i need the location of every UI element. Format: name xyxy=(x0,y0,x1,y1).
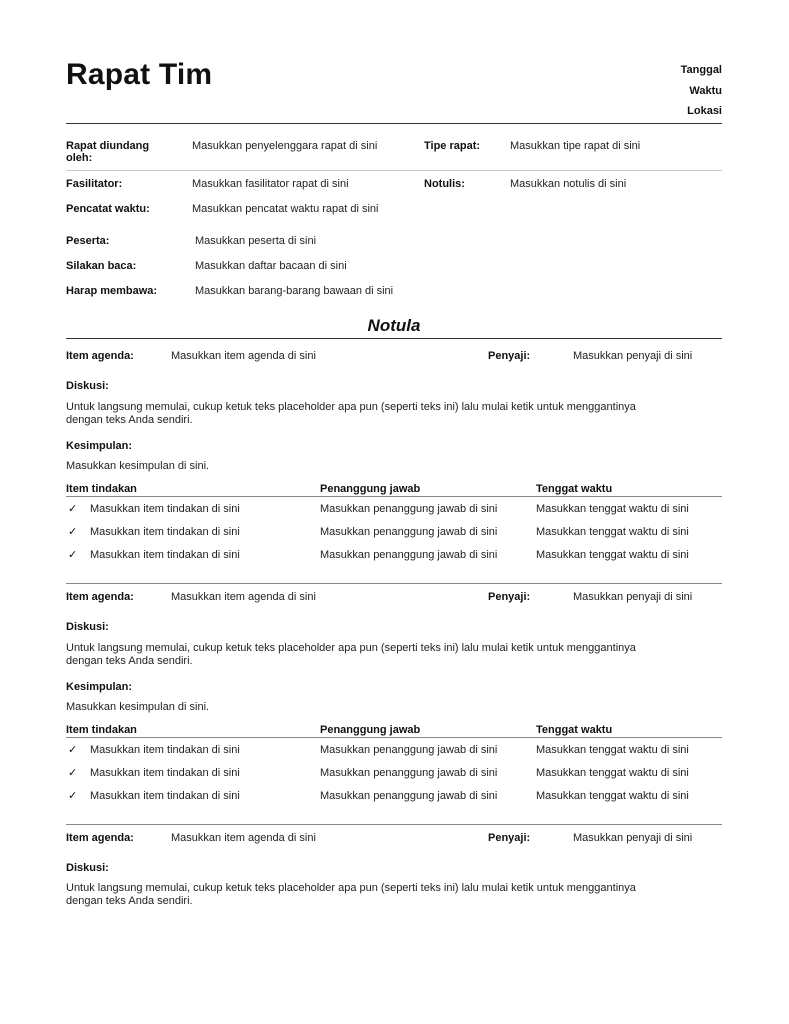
check-icon: ✓ xyxy=(68,790,78,802)
page-title: Rapat Tim xyxy=(66,58,213,91)
action-cell[interactable]: Masukkan item tindakan di sini xyxy=(90,526,240,538)
discussion-label: Diskusi: xyxy=(66,380,109,392)
check-icon: ✓ xyxy=(68,526,78,538)
owner-cell[interactable]: Masukkan penanggung jawab di sini xyxy=(320,744,498,756)
discussion-line1: Untuk langsung memulai, cukup ketuk teks placeholder apa pun (seperti teks ini) lalu mulai ketik untuk menggantinya xyxy=(66,642,636,654)
conclusion-label: Kesimpulan: xyxy=(66,440,133,452)
discussion-line1: Untuk langsung memulai, cukup ketuk teks placeholder apa pun (seperti teks ini) lalu mulai ketik untuk menggantinya xyxy=(66,882,636,894)
notes-divider xyxy=(66,338,722,339)
discussion-text[interactable] xyxy=(66,401,722,427)
owner-cell[interactable]: Masukkan penanggung jawab di sini xyxy=(320,549,498,561)
action-cell[interactable]: Masukkan item tindakan di sini xyxy=(90,767,240,779)
conclusion-value[interactable]: Masukkan kesimpulan di sini. xyxy=(66,460,210,472)
conclusion-label: Kesimpulan: xyxy=(66,681,133,693)
timekeeper-value[interactable]: Masukkan pencatat waktu rapat di sini xyxy=(192,203,379,215)
notetaker-value[interactable]: Masukkan notulis di sini xyxy=(510,178,627,190)
agenda-divider xyxy=(66,824,722,825)
bring-value[interactable]: Masukkan barang-barang bawaan di sini xyxy=(195,285,394,297)
agenda-value[interactable]: Masukkan item agenda di sini xyxy=(171,832,316,844)
invited-by-label-line1: Rapat diundang xyxy=(66,140,150,152)
timekeeper-label: Pencatat waktu: xyxy=(66,203,150,215)
check-icon: ✓ xyxy=(68,767,78,779)
owner-cell[interactable]: Masukkan penanggung jawab di sini xyxy=(320,790,498,802)
conclusion-value[interactable]: Masukkan kesimpulan di sini. xyxy=(66,701,210,713)
discussion-line2: dengan teks Anda sendiri. xyxy=(66,655,193,667)
table-header-owner: Penanggung jawab xyxy=(320,724,421,736)
table-header-deadline: Tenggat waktu xyxy=(536,724,613,736)
deadline-cell[interactable]: Masukkan tenggat waktu di sini xyxy=(536,526,689,538)
discussion-line2: dengan teks Anda sendiri. xyxy=(66,414,193,426)
presenter-value[interactable]: Masukkan penyaji di sini xyxy=(573,350,693,362)
attendees-value[interactable]: Masukkan peserta di sini xyxy=(195,235,317,247)
discussion-text[interactable] xyxy=(66,642,722,668)
action-cell[interactable]: Masukkan item tindakan di sini xyxy=(90,503,240,515)
check-icon: ✓ xyxy=(68,549,78,561)
deadline-cell[interactable]: Masukkan tenggat waktu di sini xyxy=(536,503,689,515)
facilitator-label: Fasilitator: xyxy=(66,178,123,190)
info-divider xyxy=(66,170,722,171)
agenda-divider xyxy=(66,583,722,584)
discussion-text[interactable] xyxy=(66,882,722,908)
reading-value[interactable]: Masukkan daftar bacaan di sini xyxy=(195,260,347,272)
notetaker-label: Notulis: xyxy=(424,178,465,190)
table-header-divider xyxy=(66,496,722,497)
action-cell[interactable]: Masukkan item tindakan di sini xyxy=(90,549,240,561)
presenter-label: Penyaji: xyxy=(488,832,531,844)
owner-cell[interactable]: Masukkan penanggung jawab di sini xyxy=(320,503,498,515)
meta-date: Tanggal xyxy=(680,64,722,76)
meeting-meta xyxy=(681,60,722,122)
header-divider xyxy=(66,123,722,124)
deadline-cell[interactable]: Masukkan tenggat waktu di sini xyxy=(536,790,689,802)
table-header-action: Item tindakan xyxy=(66,483,137,495)
deadline-cell[interactable]: Masukkan tenggat waktu di sini xyxy=(536,549,689,561)
action-cell[interactable]: Masukkan item tindakan di sini xyxy=(90,790,240,802)
meta-time: Waktu xyxy=(689,84,722,97)
agenda-label: Item agenda: xyxy=(66,832,134,844)
check-icon: ✓ xyxy=(68,503,78,515)
owner-cell[interactable]: Masukkan penanggung jawab di sini xyxy=(320,767,498,779)
table-header-deadline: Tenggat waktu xyxy=(536,483,613,495)
invited-by-label xyxy=(66,140,149,164)
agenda-label: Item agenda: xyxy=(66,350,134,362)
discussion-line2: dengan teks Anda sendiri. xyxy=(66,895,193,907)
meeting-type-label: Tipe rapat: xyxy=(424,140,481,152)
invited-by-label-line2: oleh: xyxy=(66,152,93,164)
action-cell[interactable]: Masukkan item tindakan di sini xyxy=(90,744,240,756)
agenda-value[interactable]: Masukkan item agenda di sini xyxy=(171,350,316,362)
table-header-action: Item tindakan xyxy=(66,724,137,736)
table-header-divider xyxy=(66,737,722,738)
discussion-label: Diskusi: xyxy=(66,621,109,633)
reading-label: Silakan baca: xyxy=(66,260,137,272)
owner-cell[interactable]: Masukkan penanggung jawab di sini xyxy=(320,526,498,538)
notes-heading: Notula xyxy=(367,316,421,335)
attendees-label: Peserta: xyxy=(66,235,110,247)
presenter-label: Penyaji: xyxy=(488,350,531,362)
facilitator-value[interactable]: Masukkan fasilitator rapat di sini xyxy=(192,178,349,190)
invited-by-value[interactable]: Masukkan penyelenggara rapat di sini xyxy=(192,140,378,152)
discussion-line1: Untuk langsung memulai, cukup ketuk teks placeholder apa pun (seperti teks ini) lalu mulai ketik untuk menggantinya xyxy=(66,401,636,413)
presenter-value[interactable]: Masukkan penyaji di sini xyxy=(573,591,693,603)
discussion-label: Diskusi: xyxy=(66,862,109,874)
deadline-cell[interactable]: Masukkan tenggat waktu di sini xyxy=(536,744,689,756)
table-header-owner: Penanggung jawab xyxy=(320,483,421,495)
deadline-cell[interactable]: Masukkan tenggat waktu di sini xyxy=(536,767,689,779)
agenda-value[interactable]: Masukkan item agenda di sini xyxy=(171,591,316,603)
check-icon: ✓ xyxy=(68,744,78,756)
bring-label: Harap membawa: xyxy=(66,285,158,297)
presenter-label: Penyaji: xyxy=(488,591,531,603)
meeting-type-value[interactable]: Masukkan tipe rapat di sini xyxy=(510,140,641,152)
agenda-label: Item agenda: xyxy=(66,591,134,603)
presenter-value[interactable]: Masukkan penyaji di sini xyxy=(573,832,693,844)
meta-location: Lokasi xyxy=(687,105,722,117)
